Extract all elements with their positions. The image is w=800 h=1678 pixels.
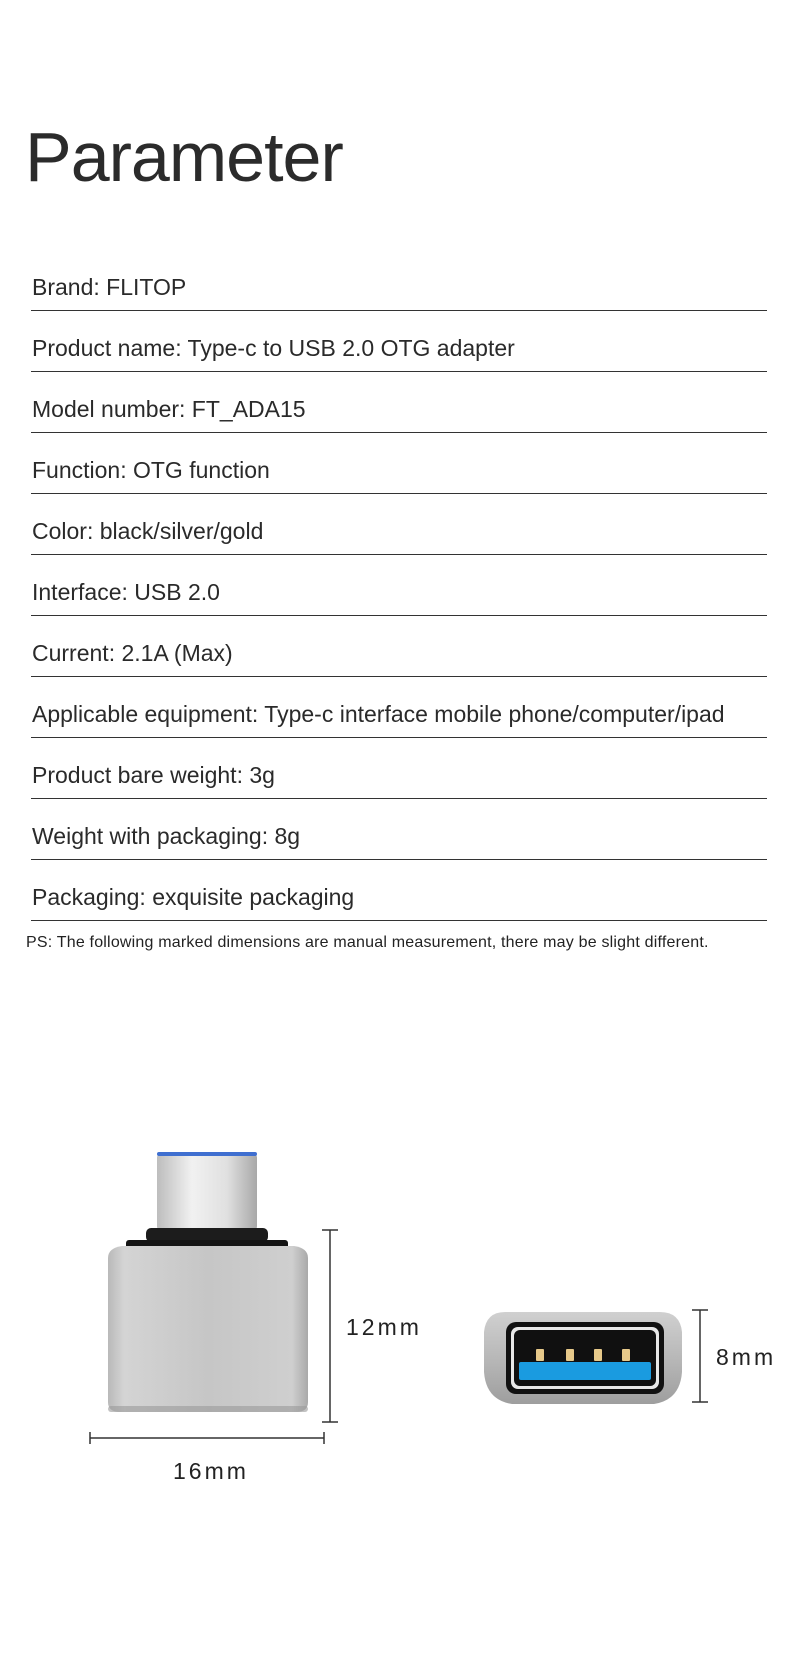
depth-dimension-label: 8mm: [716, 1344, 777, 1370]
usb-c-plug-highlight: [157, 1152, 257, 1156]
usb-c-plug: [157, 1152, 257, 1232]
param-row-packaged-weight: [31, 799, 767, 860]
param-row-packaging: [31, 860, 767, 921]
parameter-list: [31, 250, 767, 921]
adapter-body-shadow: [108, 1406, 308, 1412]
plug-collar: [146, 1228, 268, 1242]
width-dimension-line: [90, 1432, 324, 1444]
param-text: Model number: FT_ADA15: [32, 396, 306, 422]
usb-a-tongue: [519, 1362, 651, 1380]
height-dimension-line: [322, 1230, 338, 1422]
depth-dimension-line: [692, 1310, 708, 1402]
adapter-port-view: [484, 1312, 682, 1404]
adapter-body: [108, 1246, 308, 1412]
param-row-interface: [31, 555, 767, 616]
param-text: Packaging: exquisite packaging: [32, 884, 355, 910]
param-text: Product name: Type-c to USB 2.0 OTG adapter: [32, 335, 515, 361]
param-row-function: [31, 433, 767, 494]
param-text: Color: black/silver/gold: [32, 518, 264, 544]
page-title: Parameter: [25, 118, 343, 196]
measurement-note: PS: The following marked dimensions are manual measurement, there may be slight different.: [26, 934, 709, 951]
width-dimension-label: 16mm: [173, 1458, 249, 1484]
height-dimension-label: 12mm: [346, 1314, 422, 1340]
param-row-product-name: [31, 311, 767, 372]
param-text: Brand: FLITOP: [32, 274, 187, 300]
param-text: Function: OTG function: [32, 457, 270, 483]
param-text: Applicable equipment: Type-c interface mobile phone/computer/ipad: [32, 701, 725, 727]
param-text: Current: 2.1A (Max): [32, 640, 233, 666]
param-row-bare-weight: [31, 738, 767, 799]
adapter-front-view: [108, 1152, 308, 1412]
param-row-brand: [31, 250, 767, 311]
product-dimension-figure: [0, 1140, 800, 1500]
param-row-applicable-equipment: [31, 677, 767, 738]
param-row-color: [31, 494, 767, 555]
param-text: Interface: USB 2.0: [32, 579, 220, 605]
param-text: Product bare weight: 3g: [32, 762, 275, 788]
param-row-model-number: [31, 372, 767, 433]
param-text: Weight with packaging: 8g: [32, 823, 301, 849]
param-row-current: [31, 616, 767, 677]
